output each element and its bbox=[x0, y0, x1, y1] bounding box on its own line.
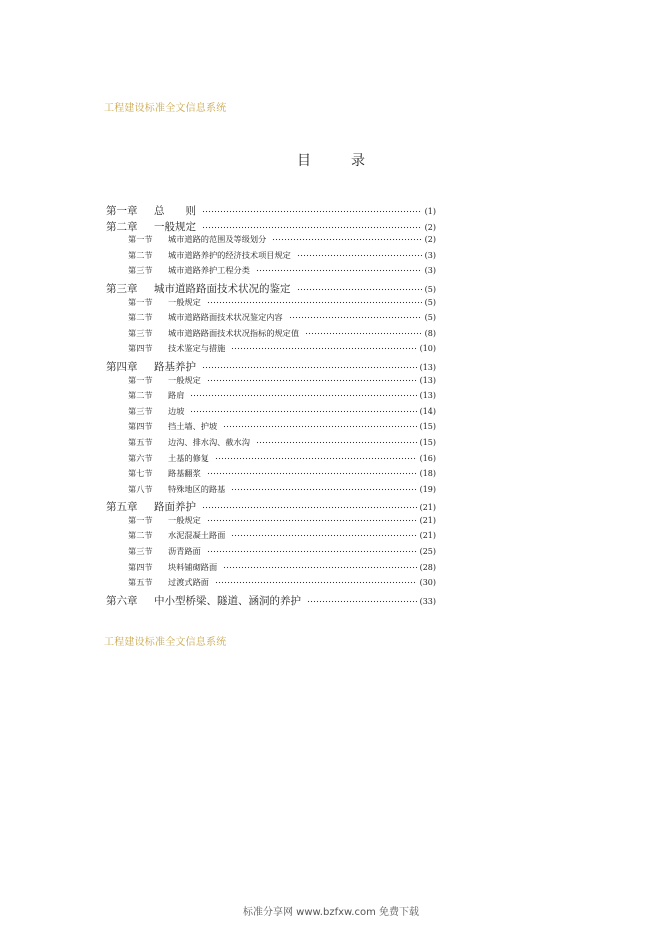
toc-number: 第八节 bbox=[128, 483, 153, 494]
toc-page-number: (28) bbox=[419, 562, 436, 572]
toc-leader-dots bbox=[190, 406, 416, 414]
watermark-bottom: 工程建设标准全文信息系统 bbox=[104, 637, 227, 648]
toc-title: 块料铺砌路面 bbox=[168, 561, 218, 572]
toc-page-number: (13) bbox=[419, 362, 436, 372]
toc-page-number: (21) bbox=[419, 531, 436, 541]
toc-section-row[interactable] bbox=[106, 343, 436, 359]
toc-number: 第三章 bbox=[106, 282, 138, 295]
toc-leader-dots bbox=[297, 250, 422, 258]
toc-title: 路基翻浆 bbox=[168, 468, 201, 479]
toc-section-row[interactable] bbox=[106, 390, 436, 406]
toc-section-row[interactable] bbox=[106, 406, 436, 422]
toc-number: 第六节 bbox=[128, 452, 153, 463]
toc-leader-dots bbox=[215, 453, 417, 461]
toc-section-row[interactable] bbox=[106, 297, 436, 313]
toc-page-number: (33) bbox=[419, 596, 436, 606]
toc-section-row[interactable] bbox=[106, 468, 436, 484]
toc-number: 第一节 bbox=[128, 374, 153, 385]
toc-title: 一般规定 bbox=[168, 514, 201, 525]
toc-leader-dots bbox=[307, 596, 417, 604]
toc-page-number: (13) bbox=[419, 375, 436, 385]
toc-leader-dots bbox=[215, 577, 417, 585]
toc-page-number: (3) bbox=[424, 250, 436, 260]
toc-section-row[interactable] bbox=[106, 562, 436, 578]
page-title-right: 录 bbox=[351, 153, 365, 169]
toc-section-row[interactable] bbox=[106, 234, 436, 250]
toc-page-number: (5) bbox=[424, 297, 436, 307]
toc-section-row[interactable] bbox=[106, 437, 436, 453]
toc-section-row[interactable] bbox=[106, 484, 436, 500]
toc-title: 城市道路养护工程分类 bbox=[168, 265, 250, 276]
toc-page-number: (8) bbox=[424, 328, 436, 338]
toc-page-number: (15) bbox=[419, 422, 436, 432]
toc-title: 土基的修复 bbox=[168, 452, 209, 463]
toc-number: 第三节 bbox=[128, 327, 153, 338]
toc-page-number: (2) bbox=[424, 235, 436, 245]
toc-page-number: (5) bbox=[424, 313, 436, 323]
toc-section-row[interactable] bbox=[106, 312, 436, 328]
toc-title: 过渡式路面 bbox=[168, 577, 209, 588]
toc-section-row[interactable] bbox=[106, 577, 436, 593]
toc-number: 第六章 bbox=[106, 594, 138, 607]
toc-number: 第二节 bbox=[128, 312, 153, 323]
toc-page-number: (1) bbox=[424, 207, 436, 216]
toc-leader-dots bbox=[231, 530, 416, 538]
toc-number: 第五章 bbox=[106, 501, 138, 514]
toc-number: 第一节 bbox=[128, 296, 153, 307]
toc-leader-dots bbox=[202, 206, 422, 214]
toc-leader-dots bbox=[202, 362, 417, 370]
toc-number: 第四节 bbox=[128, 421, 153, 432]
toc-number: 第四节 bbox=[128, 343, 153, 354]
toc-leader-dots bbox=[305, 328, 422, 336]
toc-number: 第二节 bbox=[128, 530, 153, 541]
toc-leader-dots bbox=[297, 284, 422, 292]
toc-leader-dots bbox=[207, 515, 417, 523]
toc-number: 第四章 bbox=[106, 360, 138, 373]
toc-leader-dots bbox=[231, 343, 416, 351]
toc-title: 城市道路养护的经济技术项目规定 bbox=[168, 249, 291, 260]
toc-number: 第二节 bbox=[128, 390, 153, 401]
toc-title: 水泥混凝土路面 bbox=[168, 530, 226, 541]
toc-leader-dots bbox=[207, 546, 417, 554]
toc-title: 一般规定 bbox=[154, 220, 196, 233]
toc-title: 沥青路面 bbox=[168, 546, 201, 557]
toc-leader-dots bbox=[223, 421, 416, 429]
toc-title: 中小型桥梁、隧道、涵洞的养护 bbox=[154, 594, 301, 607]
toc-number: 第四节 bbox=[128, 561, 153, 572]
toc-title: 城市道路路面技术状况指标的规定值 bbox=[168, 327, 300, 338]
toc-page-number: (19) bbox=[419, 484, 436, 494]
toc-title: 路面养护 bbox=[154, 501, 196, 514]
toc-leader-dots bbox=[289, 312, 422, 320]
toc-title: 边坡 bbox=[168, 405, 185, 416]
toc-section-row[interactable] bbox=[106, 421, 436, 437]
toc-leader-dots bbox=[207, 375, 417, 383]
toc-page-number: (13) bbox=[419, 391, 436, 401]
toc-leader-dots bbox=[207, 468, 417, 476]
toc-title: 城市道路的范围及等级划分 bbox=[168, 234, 267, 245]
toc-page-number: (16) bbox=[419, 453, 436, 463]
toc-number: 第三节 bbox=[128, 265, 153, 276]
toc-page-number: (10) bbox=[419, 344, 436, 354]
toc-title: 特殊地区的路基 bbox=[168, 483, 226, 494]
table-of-contents bbox=[106, 203, 436, 608]
toc-page-number: (5) bbox=[424, 284, 436, 294]
toc-title: 技术鉴定与措施 bbox=[168, 343, 226, 354]
toc-leader-dots bbox=[231, 484, 416, 492]
toc-page-number: (25) bbox=[419, 547, 436, 557]
toc-number: 第二节 bbox=[128, 249, 153, 260]
toc-leader-dots bbox=[223, 562, 416, 570]
toc-title: 路肩 bbox=[168, 390, 185, 401]
toc-section-row[interactable] bbox=[106, 453, 436, 469]
toc-section-row[interactable] bbox=[106, 546, 436, 562]
toc-page-number: (15) bbox=[419, 437, 436, 447]
toc-leader-dots bbox=[190, 390, 416, 398]
toc-number: 第七节 bbox=[128, 468, 153, 479]
footer-text: 标准分享网 www.bzfxw.com 免费下载 bbox=[243, 907, 419, 918]
toc-section-row[interactable] bbox=[106, 515, 436, 531]
toc-number: 第五节 bbox=[128, 436, 153, 447]
toc-page-number: (21) bbox=[419, 515, 436, 525]
page-title-left: 目 bbox=[297, 153, 311, 169]
toc-page-number: (14) bbox=[419, 406, 436, 416]
toc-section-row[interactable] bbox=[106, 530, 436, 546]
toc-leader-dots bbox=[272, 234, 421, 242]
toc-chapter-row[interactable] bbox=[106, 281, 436, 297]
toc-section-row[interactable] bbox=[106, 375, 436, 391]
toc-section-row[interactable] bbox=[106, 250, 436, 266]
toc-page-number: (3) bbox=[424, 266, 436, 276]
toc-number: 第五节 bbox=[128, 577, 153, 588]
toc-title: 一般规定 bbox=[168, 296, 201, 307]
toc-number: 第三节 bbox=[128, 546, 153, 557]
toc-leader-dots bbox=[202, 502, 417, 510]
toc-title: 城市道路路面技术状况的鉴定 bbox=[154, 282, 291, 295]
toc-title: 总 则 bbox=[154, 205, 196, 217]
toc-page-number: (21) bbox=[419, 503, 436, 513]
toc-number: 第一章 bbox=[106, 205, 138, 217]
toc-title: 一般规定 bbox=[168, 374, 201, 385]
toc-chapter-row[interactable] bbox=[106, 499, 436, 515]
toc-number: 第三节 bbox=[128, 405, 153, 416]
toc-page-number: (18) bbox=[419, 469, 436, 479]
toc-chapter-row[interactable] bbox=[106, 203, 436, 219]
toc-chapter-row[interactable] bbox=[106, 359, 436, 375]
toc-leader-dots bbox=[202, 222, 422, 230]
toc-page-number: (30) bbox=[419, 578, 436, 588]
toc-section-row[interactable] bbox=[106, 328, 436, 344]
toc-number: 第一节 bbox=[128, 514, 153, 525]
toc-leader-dots bbox=[256, 265, 422, 273]
toc-leader-dots bbox=[256, 437, 417, 445]
toc-title: 挡土墙、护坡 bbox=[168, 421, 218, 432]
toc-number: 第二章 bbox=[106, 220, 138, 233]
toc-title: 边沟、排水沟、截水沟 bbox=[168, 436, 250, 447]
toc-chapter-row[interactable] bbox=[106, 593, 436, 609]
toc-title: 路基养护 bbox=[154, 360, 196, 373]
toc-number: 第一节 bbox=[128, 234, 153, 245]
toc-chapter-row[interactable] bbox=[106, 219, 436, 235]
toc-title: 城市道路路面技术状况鉴定内容 bbox=[168, 312, 283, 323]
page-title bbox=[0, 150, 662, 170]
toc-leader-dots bbox=[207, 297, 422, 305]
toc-page-number: (2) bbox=[424, 222, 436, 232]
watermark-top: 工程建设标准全文信息系统 bbox=[104, 103, 227, 114]
toc-section-row[interactable] bbox=[106, 265, 436, 281]
